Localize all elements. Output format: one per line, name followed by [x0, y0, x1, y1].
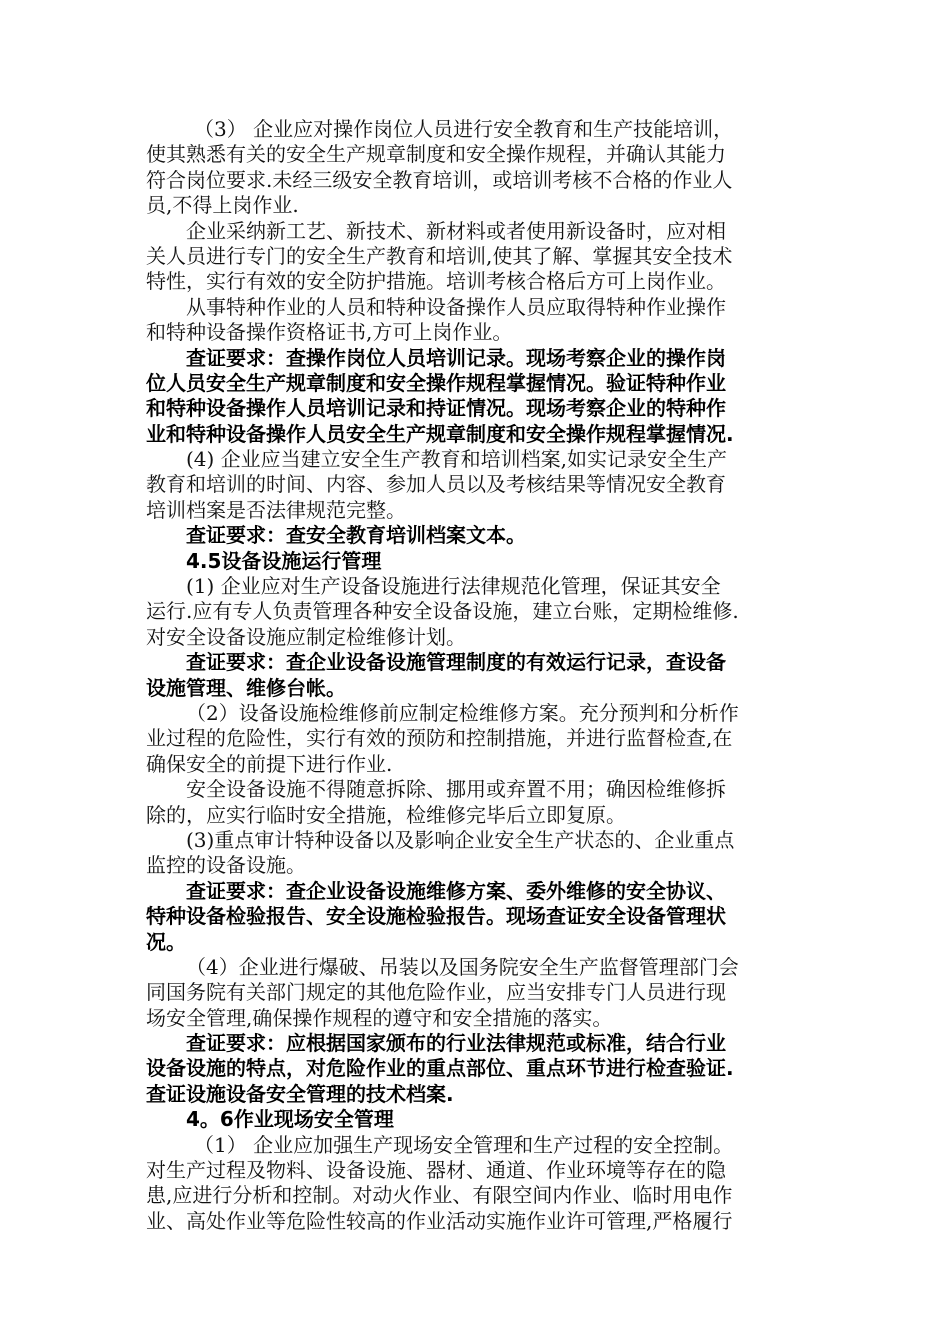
- text-line: 教育和培训的时间、内容、参加人员以及考核结果等情况安全教育: [146, 472, 726, 497]
- text-line: 同国务院有关部门规定的其他危险作业，应当安排专门人员进行现: [146, 980, 726, 1005]
- requirement-line: 业和特种设备操作人员安全生产规章制度和安全操作规程掌握情况.: [146, 421, 734, 446]
- text-line: 安全设备设施不得随意拆除、挪用或弃置不用；确因检维修拆: [186, 777, 726, 802]
- requirement-line: 设施管理、维修台帐。: [146, 675, 346, 700]
- text-line: 对安全设备设施应制定检维修计划。: [146, 624, 466, 649]
- requirement-line: 况。: [146, 929, 186, 954]
- text-line: （2）设备设施检维修前应制定检维修方案。充分预判和分析作: [186, 700, 739, 725]
- text-line: 使其熟悉有关的安全生产规章制度和安全操作规程，并确认其能力: [146, 142, 726, 167]
- text-line: （4）企业进行爆破、吊装以及国务院安全生产监督管理部门会: [186, 954, 739, 979]
- text-line: 符合岗位要求.未经三级安全教育培训，或培训考核不合格的作业人: [146, 167, 733, 192]
- requirement-line: 特种设备检验报告、安全设施检验报告。现场查证安全设备管理状: [146, 904, 726, 929]
- requirement-line: 和特种设备操作人员培训记录和持证情况。现场考察企业的特种作: [146, 396, 726, 421]
- text-line: 特性，实行有效的安全防护措施。培训考核合格后方可上岗作业。: [146, 269, 726, 294]
- text-line: 运行.应有专人负责管理各种安全设备设施，建立台账，定期检维修.: [146, 599, 739, 624]
- text-line: 培训档案是否法律规范完整。: [146, 497, 406, 522]
- requirement-line: 4。6作业现场安全管理: [186, 1107, 394, 1132]
- text-line: 确保安全的前提下进行作业.: [146, 751, 393, 776]
- requirement-line: 查证要求：查企业设备设施管理制度的有效运行记录，查设备: [186, 650, 726, 675]
- text-line: 患,应进行分析和控制。对动火作业、有限空间内作业、临时用电作: [146, 1183, 733, 1208]
- text-line: （1） 企业应加强生产现场安全管理和生产过程的安全控制。: [194, 1132, 734, 1157]
- requirement-line: 4.5设备设施运行管理: [186, 548, 382, 573]
- text-line: (1) 企业应对生产设备设施进行法律规范化管理，保证其安全: [186, 574, 721, 599]
- text-line: 业过程的危险性，实行有效的预防和控制措施，并进行监督检查,在: [146, 726, 733, 751]
- requirement-line: 位人员安全生产规章制度和安全操作规程掌握情况。验证特种作业: [146, 370, 726, 395]
- requirement-line: 查证设施设备安全管理的技术档案.: [146, 1081, 454, 1106]
- text-line: 和特种设备操作资格证书,方可上岗作业。: [146, 320, 513, 345]
- requirement-line: 查证要求：查操作岗位人员培训记录。现场考察企业的操作岗: [186, 345, 726, 370]
- text-line: 员,不得上岗作业.: [146, 193, 299, 218]
- text-line: 关人员进行专门的安全生产教育和培训,使其了解、掌握其安全技术: [146, 243, 733, 268]
- requirement-line: 查证要求：查安全教育培训档案文本。: [186, 523, 526, 548]
- text-line: （3） 企业应对操作岗位人员进行安全教育和生产技能培训，: [194, 117, 734, 141]
- text-line: 对生产过程及物料、设备设施、器材、通道、作业环境等存在的隐: [146, 1158, 726, 1183]
- text-line: 监控的设备设施。: [146, 853, 306, 878]
- text-line: (3)重点审计特种设备以及影响企业安全生产状态的、企业重点: [186, 827, 735, 852]
- document-body: [146, 117, 816, 1234]
- text-line: (4) 企业应当建立安全生产教育和培训档案,如实记录安全生产: [186, 447, 728, 472]
- requirement-line: 设备设施的特点，对危险作业的重点部位、重点环节进行检查验证.: [146, 1056, 734, 1081]
- text-line: 场安全管理,确保操作规程的遵守和安全措施的落实。: [146, 1005, 613, 1030]
- requirement-line: 查证要求：查企业设备设施维修方案、委外维修的安全协议、: [186, 878, 726, 903]
- text-line: 从事特种作业的人员和特种设备操作人员应取得特种作业操作: [186, 294, 726, 319]
- text-line: 企业采纳新工艺、新技术、新材料或者使用新设备时，应对相: [186, 218, 726, 243]
- text-line: 除的，应实行临时安全措施，检维修完毕后立即复原。: [146, 802, 626, 827]
- requirement-line: 查证要求：应根据国家颁布的行业法律规范或标准，结合行业: [186, 1031, 726, 1056]
- text-line: 业、高处作业等危险性较高的作业活动实施作业许可管理,严格履行: [146, 1208, 733, 1233]
